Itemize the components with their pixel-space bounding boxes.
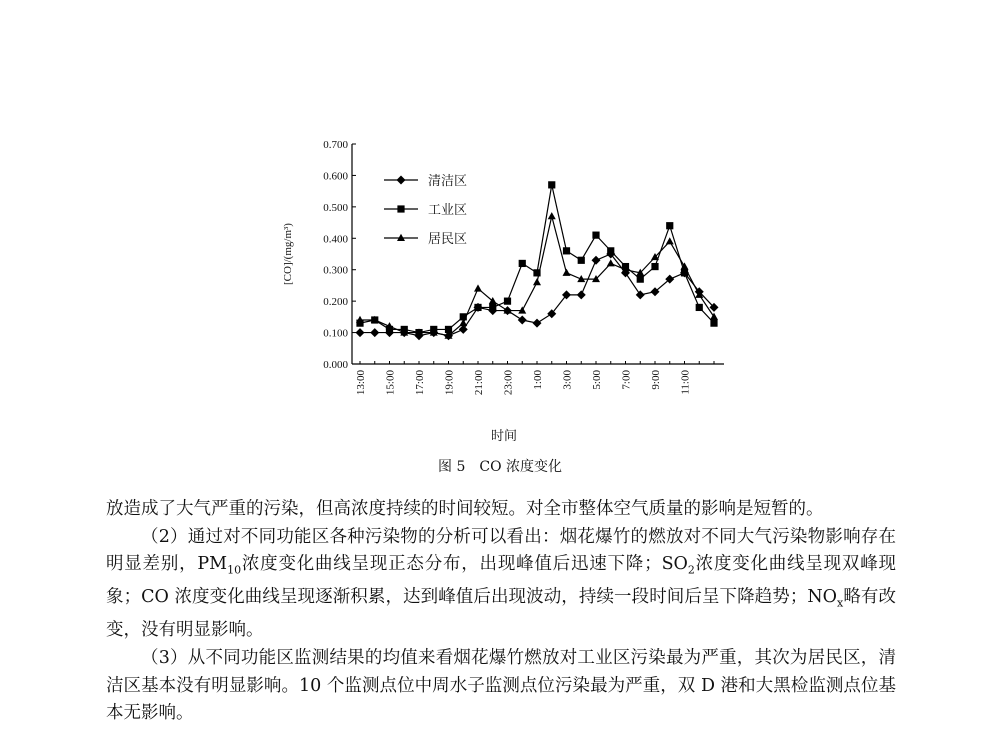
data-point bbox=[666, 222, 673, 229]
data-point bbox=[578, 257, 585, 264]
y-tick-label: 0.500 bbox=[323, 201, 348, 214]
legend-label: 工业区 bbox=[428, 202, 468, 217]
data-point bbox=[548, 212, 556, 219]
data-point bbox=[607, 247, 614, 254]
data-point bbox=[666, 237, 674, 244]
x-tick-labels bbox=[355, 361, 714, 395]
data-point bbox=[592, 256, 601, 265]
nox-subscript: x bbox=[837, 596, 844, 610]
data-point bbox=[489, 304, 496, 311]
data-point bbox=[651, 263, 658, 270]
paragraph-continuation: 放造成了大气严重的污染，但高浓度持续的时间较短。对全市整体空气质量的影响是短暂的。 bbox=[106, 499, 824, 519]
data-point bbox=[696, 304, 703, 311]
so2-subscript: 2 bbox=[687, 563, 695, 577]
pm10-subscript: 10 bbox=[227, 563, 242, 577]
p2-part-c: 浓度变化曲线呈现双峰现象；CO 浓度变化曲线呈现逐渐积累，达到峰值后出现波动，持续一段时间后呈下降趋势；NO bbox=[106, 554, 896, 608]
body-text bbox=[106, 496, 896, 728]
y-tick-label: 0.200 bbox=[323, 296, 348, 309]
data-point bbox=[504, 298, 511, 305]
x-tick-label: 15:00 bbox=[384, 370, 397, 396]
legend-marker bbox=[397, 176, 406, 185]
data-point bbox=[710, 320, 717, 327]
x-tick-label: 21:00 bbox=[473, 370, 485, 396]
series-2 bbox=[356, 181, 717, 336]
data-point bbox=[607, 259, 615, 266]
data-point bbox=[637, 276, 644, 283]
legend-marker bbox=[397, 205, 404, 212]
legend-label: 居民区 bbox=[428, 231, 468, 246]
y-tick-label: 0.400 bbox=[323, 233, 348, 246]
data-point bbox=[563, 269, 571, 276]
series-1 bbox=[356, 250, 719, 341]
data-point bbox=[474, 304, 481, 311]
data-point bbox=[563, 247, 570, 254]
x-tick-label: 1:00 bbox=[532, 370, 544, 390]
data-point bbox=[370, 328, 379, 337]
p2-part-a: （2）通过对不同功能区各种污染物的分析可以看出：烟花爆竹的燃放对不同大气污染物影响存在明显差别，PM bbox=[106, 526, 896, 575]
paragraph-2 bbox=[106, 524, 896, 645]
x-tick-label: 7:00 bbox=[620, 370, 633, 390]
y-tick-label: 0.000 bbox=[323, 359, 348, 371]
p2-part-d: 略有改变，没有明显影响。 bbox=[106, 587, 896, 641]
y-tick-label: 0.600 bbox=[323, 170, 348, 183]
data-point bbox=[533, 319, 542, 328]
y-tick-label: 0.700 bbox=[323, 139, 348, 151]
data-point bbox=[356, 328, 365, 337]
y-axis-label: [CO]/(mg/m³) bbox=[282, 223, 294, 285]
x-tick-label: 17:00 bbox=[414, 370, 426, 396]
data-point bbox=[533, 278, 541, 285]
series-lines bbox=[356, 181, 719, 340]
paragraph-3: （3）从不同功能区监测结果的均值来看烟花爆竹燃放对工业区污染最为严重，其次为居民区，清洁区基本没有明显影响。10 个监测点位中周水子监测点位污染最为严重，双 D 港和大黑检监测点位基本无影响。 bbox=[106, 647, 896, 724]
legend bbox=[384, 173, 467, 246]
data-point bbox=[474, 284, 482, 291]
x-tick-label: 23:00 bbox=[502, 370, 515, 396]
p2-part-b: 浓度变化曲线呈现正态分布，出现峰值后迅速下降；SO bbox=[241, 554, 688, 575]
x-tick-label: 3:00 bbox=[561, 370, 574, 390]
data-point bbox=[636, 290, 645, 299]
x-tick-label: 13:00 bbox=[355, 370, 367, 396]
data-point bbox=[518, 316, 527, 325]
x-axis-label: 时间 bbox=[490, 428, 518, 443]
data-point bbox=[577, 290, 586, 299]
figure-caption: 图 5 CO 浓度变化 bbox=[438, 459, 562, 475]
x-tick-label: 11:00 bbox=[679, 370, 692, 395]
x-tick-label: 5:00 bbox=[591, 370, 603, 390]
x-tick-label: 19:00 bbox=[443, 370, 456, 396]
data-point bbox=[548, 181, 555, 188]
y-tick-label: 0.300 bbox=[323, 264, 348, 277]
series-line bbox=[360, 185, 714, 333]
y-tick-label: 0.100 bbox=[323, 327, 348, 340]
x-tick-label: 9:00 bbox=[650, 370, 662, 390]
y-tick-labels bbox=[323, 139, 356, 371]
legend-label: 清洁区 bbox=[428, 173, 468, 188]
data-point bbox=[519, 260, 526, 267]
data-point bbox=[592, 232, 599, 239]
